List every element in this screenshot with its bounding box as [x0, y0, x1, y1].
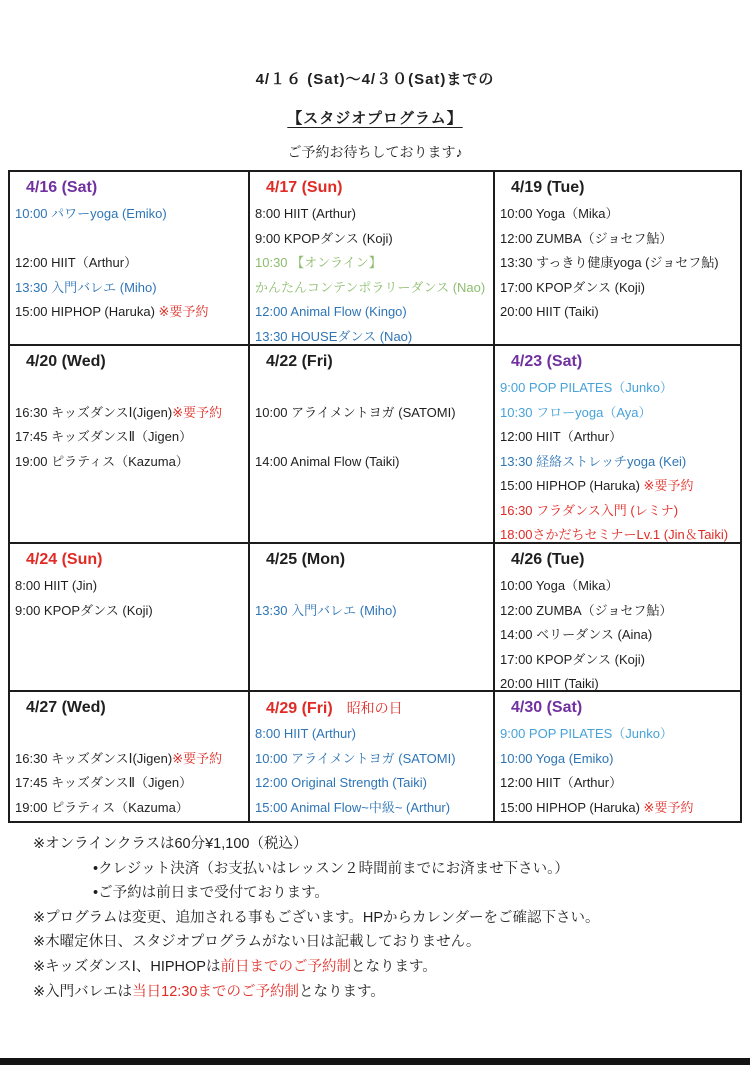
- class-entry-text: 13:30 すっきり健康yoga (ジョセフ鮎): [500, 255, 719, 270]
- class-entry-text: 10:00 アライメントヨガ (SATOMI): [255, 404, 456, 420]
- class-entry-text: 10:00 アライメントヨガ (SATOMI): [255, 750, 456, 766]
- class-entry-text: 13:30 入門バレエ (Miho): [255, 602, 397, 618]
- schedule-table: [8, 170, 742, 823]
- class-entry: [10, 722, 248, 747]
- class-entry: [10, 401, 248, 426]
- schedule-cell-417: [250, 172, 495, 344]
- schedule-cell-422: [250, 346, 495, 542]
- class-entry: [250, 227, 493, 252]
- class-entry: [250, 722, 493, 747]
- class-entry: [250, 771, 493, 796]
- schedule-cell-425: [250, 544, 495, 690]
- class-entry: [10, 251, 248, 276]
- class-entry: [495, 227, 740, 252]
- class-entry: [250, 574, 493, 599]
- schedule-cell-419: [495, 172, 740, 344]
- schedule-cell-427: [10, 692, 250, 821]
- reservation-required-tag: ※要予約: [172, 404, 223, 420]
- note-text: となります。: [298, 983, 385, 1000]
- class-entry-text: 12:00 HIIT（Arthur）: [500, 775, 623, 790]
- class-entry: [495, 499, 740, 524]
- class-entry: [250, 599, 493, 624]
- schedule-row: [10, 544, 740, 692]
- class-entry-text: 20:00 HIIT (Taiki): [500, 304, 599, 319]
- reservation-required-tag: ※要予約: [643, 799, 694, 815]
- class-entry-text: 13:30 経絡ストレッチyoga (Kei): [500, 453, 687, 469]
- class-entry-text: 17:45 キッズダンスⅡ（Jigen）: [15, 775, 193, 790]
- class-entry-text: 12:00 ZUMBA（ジョセフ鮎）: [500, 230, 673, 246]
- class-entry: [495, 251, 740, 276]
- class-entry-text: 16:30 キッズダンスⅠ(Jigen): [15, 750, 173, 766]
- class-entry: [250, 450, 493, 475]
- date-header: [250, 350, 493, 376]
- class-entry-text: 15:00 HIPHOP (Haruka): [500, 478, 644, 493]
- class-entry: [10, 202, 248, 227]
- class-entry-text: 12:00 ZUMBA（ジョセフ鮎）: [500, 602, 673, 618]
- class-entry-text: 10:30 フローyoga（Aya）: [500, 404, 652, 420]
- class-entry-text: 18:00さかだちセミナーLv.1 (Jin＆Taiki): [500, 527, 729, 542]
- schedule-cell-423: [495, 346, 740, 542]
- class-entry-text: 10:00 Yoga（Mika）: [500, 206, 619, 221]
- class-entry: [10, 227, 248, 252]
- date-header: [10, 696, 248, 722]
- class-entry: [250, 276, 493, 301]
- class-entry-text: 19:00 ピラティス（Kazuma）: [15, 799, 189, 815]
- class-entry: [495, 771, 740, 796]
- date-header: [250, 696, 493, 722]
- date-header-text: 4/16 (Sat): [26, 179, 98, 196]
- class-entry-text: かんたんコンテンポラリーダンス (Nao): [255, 279, 486, 295]
- class-entry: [495, 623, 740, 648]
- class-entry: [250, 425, 493, 450]
- class-entry: [495, 648, 740, 673]
- class-entry: [10, 376, 248, 401]
- schedule-cell-424: [10, 544, 250, 690]
- note-line: [33, 955, 733, 980]
- class-entry-text: 15:00 HIPHOP (Haruka): [500, 799, 644, 815]
- holiday-note: 昭和の日: [346, 700, 403, 716]
- reservation-required-tag: ※要予約: [158, 304, 209, 319]
- date-header: [10, 548, 248, 574]
- page-title-program: [0, 107, 750, 128]
- note-line: [33, 857, 733, 882]
- class-entry-text: 9:00 KPOPダンス (Koji): [255, 230, 393, 246]
- class-entry: [495, 722, 740, 747]
- note-text: 前日までのご予約制: [220, 958, 351, 975]
- date-header-text: 4/20 (Wed): [26, 353, 106, 370]
- class-entry-text: 9:00 POP PILATES（Junko）: [500, 726, 673, 741]
- class-entry: [250, 796, 493, 821]
- date-header: [495, 696, 740, 722]
- program-title-text: 【スタジオプログラム】: [287, 110, 463, 127]
- date-header-text: 4/26 (Tue): [511, 551, 585, 568]
- note-text: となります。: [350, 958, 437, 975]
- class-entry: [495, 401, 740, 426]
- class-entry-text: 12:00 HIIT（Arthur）: [500, 429, 623, 444]
- class-entry-text: 13:30 HOUSEダンス (Nao): [255, 328, 413, 344]
- class-entry-text: 17:00 KPOPダンス (Koji): [500, 279, 645, 295]
- class-entry: [10, 747, 248, 772]
- note-text: ※プログラムは変更、追加される事もございます。HPからカレンダーをご確認下さい。: [33, 909, 600, 926]
- class-entry: [250, 202, 493, 227]
- note-line: [33, 906, 733, 931]
- date-header-text: 4/23 (Sat): [511, 353, 583, 370]
- page-title-date-range: 4/１６ (Sat)～4/３０(Sat)までの: [255, 71, 495, 88]
- class-entry: [250, 376, 493, 401]
- class-entry: [10, 574, 248, 599]
- note-text: 当日12:30までのご予約制: [132, 983, 299, 1000]
- notes-section: [33, 832, 733, 1004]
- class-entry: [495, 574, 740, 599]
- class-entry: [10, 796, 248, 821]
- date-header-text: 4/29 (Fri): [266, 700, 333, 717]
- date-header-text: 4/24 (Sun): [26, 551, 103, 568]
- schedule-row: [10, 172, 740, 346]
- note-line: [33, 980, 733, 1005]
- note-text: ※入門バレエは: [33, 983, 133, 1000]
- schedule-cell-420: [10, 346, 250, 542]
- class-entry-text: 9:00 POP PILATES（Junko）: [500, 380, 673, 395]
- class-entry-text: 10:00 Yoga (Emiko): [500, 750, 614, 766]
- class-entry: [250, 251, 493, 276]
- class-entry-text: 10:00 Yoga（Mika）: [500, 578, 619, 593]
- class-entry-text: 15:00 Animal Flow~中級~ (Arthur): [255, 799, 451, 815]
- bottom-edge-bar: [0, 1058, 750, 1065]
- class-entry-text: 8:00 HIIT (Jin): [15, 578, 98, 593]
- class-entry: [10, 771, 248, 796]
- note-line: [33, 832, 733, 857]
- note-text: •ご予約は前日まで受付ております。: [93, 885, 329, 902]
- class-entry-text: 15:00 HIPHOP (Haruka): [15, 304, 159, 319]
- class-entry-text: 17:00 KPOPダンス (Koji): [500, 651, 645, 667]
- date-header: [495, 548, 740, 574]
- schedule-cell-426: [495, 544, 740, 690]
- class-entry-text: 16:30 キッズダンスⅠ(Jigen): [15, 404, 173, 420]
- class-entry: [495, 376, 740, 401]
- class-entry-text: 14:00 ベリーダンス (Aina): [500, 627, 653, 642]
- class-entry-text: 12:00 Original Strength (Taiki): [255, 775, 427, 790]
- class-entry: [10, 425, 248, 450]
- date-header: [495, 176, 740, 202]
- date-header-text: 4/22 (Fri): [266, 353, 333, 370]
- class-entry-text: 12:00 Animal Flow (Kingo): [255, 304, 407, 319]
- class-entry-text: 13:30 入門バレエ (Miho): [15, 279, 157, 295]
- class-entry-text: 20:00 HIIT (Taiki): [500, 676, 599, 690]
- class-entry-text: 10:30 【オンライン】: [255, 255, 382, 270]
- note-text: ※木曜定休日、スタジオプログラムがない日は記載しておりません。: [33, 934, 481, 951]
- class-entry-text: 16:30 フラダンス入門 (レミナ): [500, 502, 679, 518]
- schedule-cell-429: [250, 692, 495, 821]
- class-entry-text: 10:00 パワーyoga (Emiko): [15, 206, 167, 221]
- class-entry: [250, 300, 493, 325]
- class-entry: [10, 276, 248, 301]
- note-text: ※オンラインクラスは60分¥1,100（税込）: [33, 836, 308, 852]
- class-entry-text: 12:00 HIIT（Arthur）: [15, 255, 138, 270]
- class-entry: [10, 300, 248, 325]
- schedule-cell-430: [495, 692, 740, 821]
- class-entry: [10, 599, 248, 624]
- date-header: [250, 176, 493, 202]
- reservation-required-tag: ※要予約: [643, 478, 694, 493]
- class-entry-text: 17:45 キッズダンスⅡ（Jigen）: [15, 429, 193, 444]
- class-entry-text: 8:00 HIIT (Arthur): [255, 726, 356, 741]
- schedule-row: [10, 346, 740, 544]
- page-subtitle-reservation: ご予約お待ちしております♪: [287, 144, 463, 160]
- date-header-text: 4/25 (Mon): [266, 551, 346, 568]
- date-header: [10, 176, 248, 202]
- date-header: [10, 350, 248, 376]
- class-entry: [495, 747, 740, 772]
- date-header: [495, 350, 740, 376]
- class-entry: [495, 450, 740, 475]
- class-entry: [495, 523, 740, 542]
- date-header-text: 4/27 (Wed): [26, 699, 106, 716]
- class-entry: [495, 796, 740, 821]
- class-entry-text: 8:00 HIIT (Arthur): [255, 206, 356, 221]
- class-entry: [250, 747, 493, 772]
- note-text: ※キッズダンスⅠ、HIPHOPは: [33, 958, 221, 975]
- reservation-required-tag: ※要予約: [172, 750, 223, 766]
- schedule-row: [10, 692, 740, 821]
- note-line: [33, 881, 733, 906]
- class-entry: [250, 401, 493, 426]
- class-entry: [495, 300, 740, 325]
- note-text: •クレジット決済（お支払いはレッスン２時間前までにお済ませ下さい。）: [93, 860, 569, 877]
- note-line: [33, 930, 733, 955]
- date-header-text: 4/19 (Tue): [511, 179, 585, 196]
- date-header-text: 4/30 (Sat): [511, 699, 583, 716]
- class-entry: [495, 672, 740, 690]
- class-entry: [495, 425, 740, 450]
- class-entry: [495, 202, 740, 227]
- class-entry: [495, 474, 740, 499]
- class-entry: [250, 325, 493, 345]
- schedule-cell-416: [10, 172, 250, 344]
- class-entry-text: 19:00 ピラティス（Kazuma）: [15, 453, 189, 469]
- class-entry-text: 14:00 Animal Flow (Taiki): [255, 453, 400, 469]
- date-header: [250, 548, 493, 574]
- class-entry-text: 9:00 KPOPダンス (Koji): [15, 602, 153, 618]
- date-header-text: 4/17 (Sun): [266, 179, 343, 196]
- class-entry: [495, 599, 740, 624]
- class-entry: [10, 450, 248, 475]
- class-entry: [495, 276, 740, 301]
